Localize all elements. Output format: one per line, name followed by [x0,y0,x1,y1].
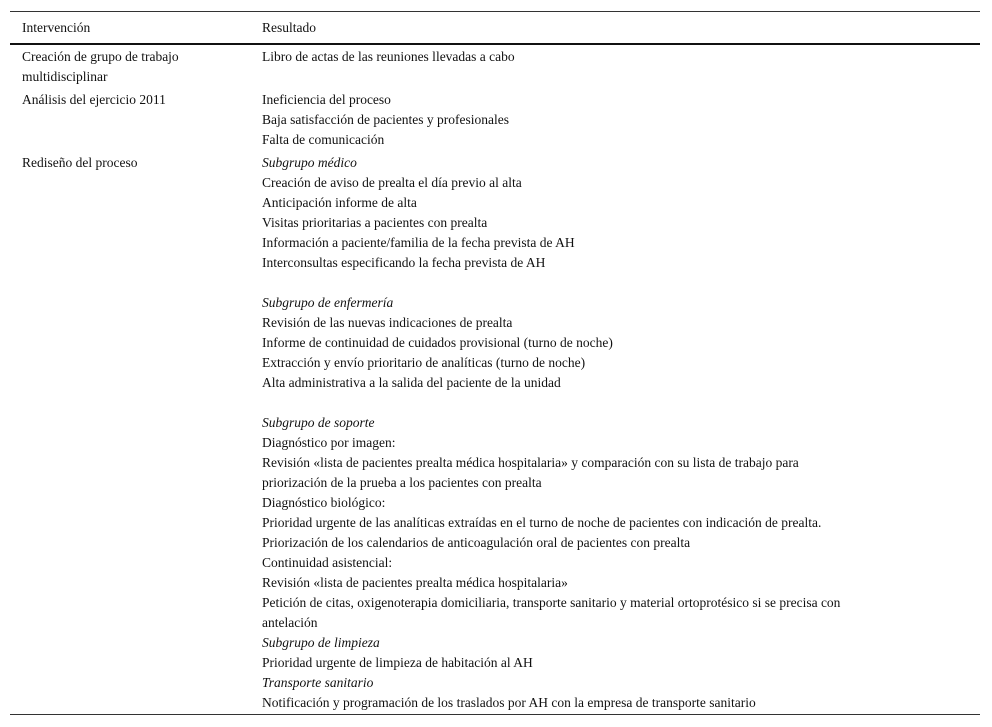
result-line: priorización de la prueba a los pacientes con prealta [262,475,542,490]
result-line: Revisión «lista de pacientes prealta médica hospitalaria» y comparación con su lista de trabajo para [262,455,799,470]
result-line: Visitas prioritarias a pacientes con prealta [262,215,488,230]
subgroup-heading: Subgrupo de enfermería [262,295,394,310]
table-header-row [10,12,980,45]
result-line: Priorización de los calendarios de anticoagulación oral de pacientes con prealta [262,535,691,550]
header-intervention: Intervención [22,20,91,35]
result-line: Interconsultas especificando la fecha prevista de AH [262,255,546,270]
result-cell [262,44,980,88]
subgroup-heading: Subgrupo médico [262,155,357,170]
result-line: Creación de aviso de prealta el día previo al alta [262,175,522,190]
intervention-text: Análisis del ejercicio 2011 [22,92,166,107]
subgroup-heading: Subgrupo de soporte [262,415,375,430]
result-line: Anticipación informe de alta [262,195,417,210]
result-line: Baja satisfacción de pacientes y profesionales [262,112,510,127]
result-line: Informe de continuidad de cuidados provisional (turno de noche) [262,335,613,350]
header-result: Resultado [262,20,316,35]
result-line [262,273,980,293]
intervention-text: Rediseño del proceso [22,155,138,170]
result-line: Ineficiencia del proceso [262,92,391,107]
table-row [10,151,980,715]
subgroup-heading: Transporte sanitario [262,675,374,690]
result-line: Revisión de las nuevas indicaciones de prealta [262,315,513,330]
result-line: Información a paciente/familia de la fecha prevista de AH [262,235,575,250]
result-line: Alta administrativa a la salida del paciente de la unidad [262,375,561,390]
result-line: Libro de actas de las reuniones llevadas a cabo [262,49,515,64]
result-cell [262,88,980,151]
result-line: Diagnóstico por imagen: [262,435,396,450]
result-line: Prioridad urgente de las analíticas extraídas en el turno de noche de pacientes con indicación de prealta. [262,515,822,530]
result-line: Extracción y envío prioritario de analíticas (turno de noche) [262,355,586,370]
table-row [10,88,980,151]
result-cell [262,151,980,715]
result-line: Prioridad urgente de limpieza de habitación al AH [262,655,533,670]
intervention-results-table [10,11,980,715]
intervention-text: Creación de grupo de trabajo [22,49,179,64]
result-line: Diagnóstico biológico: [262,495,386,510]
intervention-cell [10,151,262,715]
intervention-cell [10,44,262,88]
result-line: Revisión «lista de pacientes prealta médica hospitalaria» [262,575,568,590]
result-line: Notificación y programación de los traslados por AH con la empresa de transporte sanitario [262,695,756,710]
intervention-text: multidisciplinar [22,69,108,84]
result-line [262,393,980,413]
result-line: Continuidad asistencial: [262,555,393,570]
result-line: Falta de comunicación [262,132,385,147]
intervention-cell [10,88,262,151]
table-row [10,44,980,88]
subgroup-heading: Subgrupo de limpieza [262,635,380,650]
result-line: antelación [262,615,318,630]
result-line: Petición de citas, oxigenoterapia domiciliaria, transporte sanitario y material ortoprotésico si se precisa con [262,595,841,610]
